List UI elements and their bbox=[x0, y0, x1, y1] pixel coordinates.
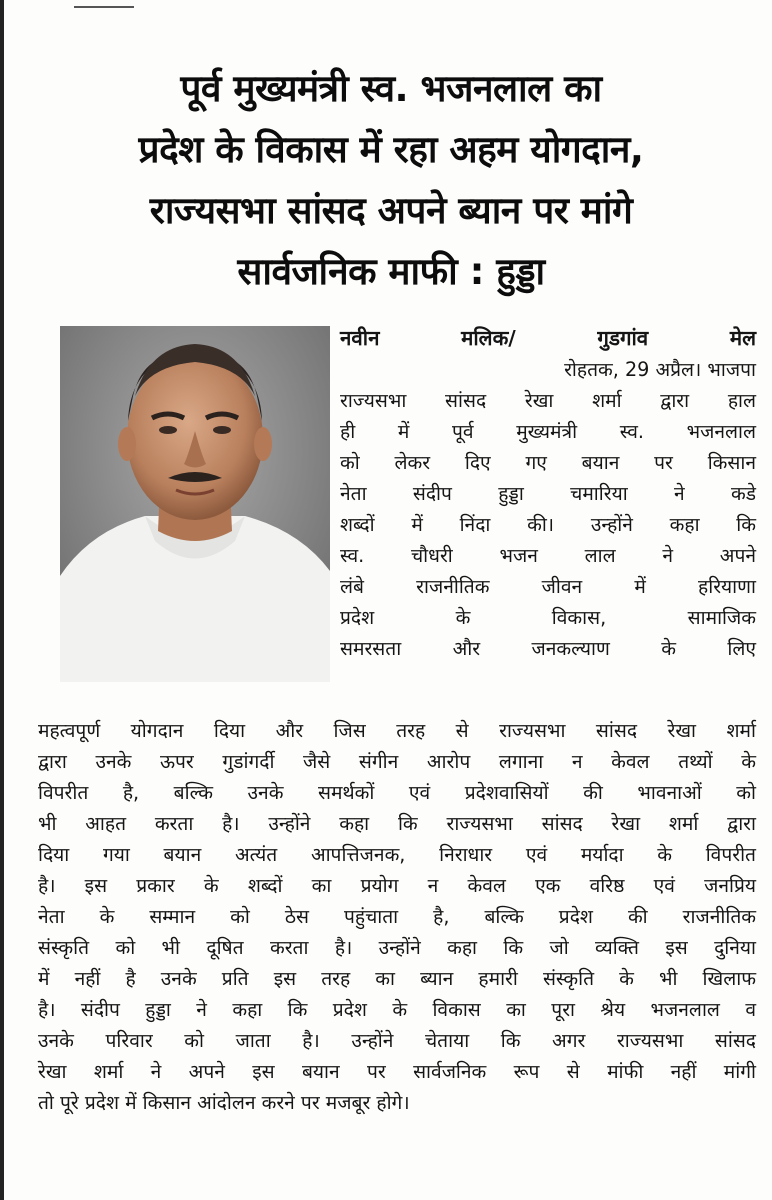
headline-line: राज्यसभा सांसद अपने ब्यान पर मांगे bbox=[149, 189, 633, 232]
portrait-illustration bbox=[60, 326, 330, 682]
text-line: भी आहत करता है। उन्होंने कहा कि राज्यसभा सांसद रेखा शर्मा द्वारा bbox=[38, 812, 756, 835]
headline bbox=[24, 58, 758, 302]
text-line: रेखा शर्मा ने अपने इस बयान पर सार्वजनिक रूप से मांफी नहीं मांगी bbox=[38, 1060, 756, 1083]
headline-line: सार्वजनिक माफी : हुड्डा bbox=[237, 250, 545, 293]
text-line: स्व. चौधरी भजन लाल ने अपने bbox=[340, 544, 756, 567]
text-line: प्रदेश के विकास, सामाजिक bbox=[340, 606, 756, 629]
text-line: विपरीत है, बल्कि उनके समर्थकों एवं प्रदेशवासियों की भावनाओं को bbox=[38, 781, 756, 804]
text-line: नेता के सम्मान को ठेस पहुंचाता है, बल्कि प्रदेश की राजनीतिक bbox=[38, 905, 756, 928]
text-line: उनके परिवार को जाता है। उन्होंने चेताया कि अगर राज्यसभा सांसद bbox=[38, 1029, 756, 1052]
portrait-photo bbox=[60, 326, 330, 682]
dateline: रोहतक, 29 अप्रैल। भाजपा bbox=[564, 358, 756, 381]
side-column bbox=[340, 323, 756, 664]
text-line: ही में पूर्व मुख्यमंत्री स्व. भजनलाल bbox=[340, 420, 756, 443]
top-edge-mark bbox=[74, 0, 134, 8]
text-line: है। संदीप हुड्डा ने कहा कि प्रदेश के विकास का पूरा श्रेय भजनलाल व bbox=[38, 998, 756, 1021]
text-line: है। इस प्रकार के शब्दों का प्रयोग न केवल एक वरिष्ठ एवं जनप्रिय bbox=[38, 874, 756, 897]
byline: नवीन मलिक/ गुडगांव मेल bbox=[340, 326, 756, 350]
text-line-last: तो पूरे प्रदेश में किसान आंदोलन करने पर मजबूर होगे। bbox=[38, 1091, 410, 1114]
text-line: शब्दों में निंदा की। उन्होंने कहा कि bbox=[340, 513, 756, 536]
full-width-text bbox=[38, 715, 756, 1118]
text-line: राज्यसभा सांसद रेखा शर्मा द्वारा हाल bbox=[340, 389, 756, 412]
headline-line: प्रदेश के विकास में रहा अहम योगदान, bbox=[138, 128, 644, 171]
text-line: दिया गया बयान अत्यंत आपत्तिजनक, निराधार एवं मर्यादा के विपरीत bbox=[38, 843, 756, 866]
text-line: महत्वपूर्ण योगदान दिया और जिस तरह से राज्यसभा सांसद रेखा शर्मा bbox=[38, 719, 756, 742]
headline-line: पूर्व मुख्यमंत्री स्व. भजनलाल का bbox=[180, 67, 602, 110]
text-line: को लेकर दिए गए बयान पर किसान bbox=[340, 451, 756, 474]
text-line: लंबे राजनीतिक जीवन में हरियाणा bbox=[340, 575, 756, 598]
text-line: द्वारा उनके ऊपर गुडांगर्दी जैसे संगीन आरोप लगाना न केवल तथ्यों के bbox=[38, 750, 756, 773]
text-line: में नहीं है उनके प्रति इस तरह का ब्यान हमारी संस्कृति के भी खिलाफ bbox=[38, 967, 756, 990]
text-line: नेता संदीप हुड्डा चमारिया ने कडे bbox=[340, 482, 756, 505]
text-line: संस्कृति को भी दूषित करता है। उन्होंने कहा कि जो व्यक्ति इस दुनिया bbox=[38, 936, 756, 959]
text-line: समरसता और जनकल्याण के लिए bbox=[340, 637, 756, 660]
